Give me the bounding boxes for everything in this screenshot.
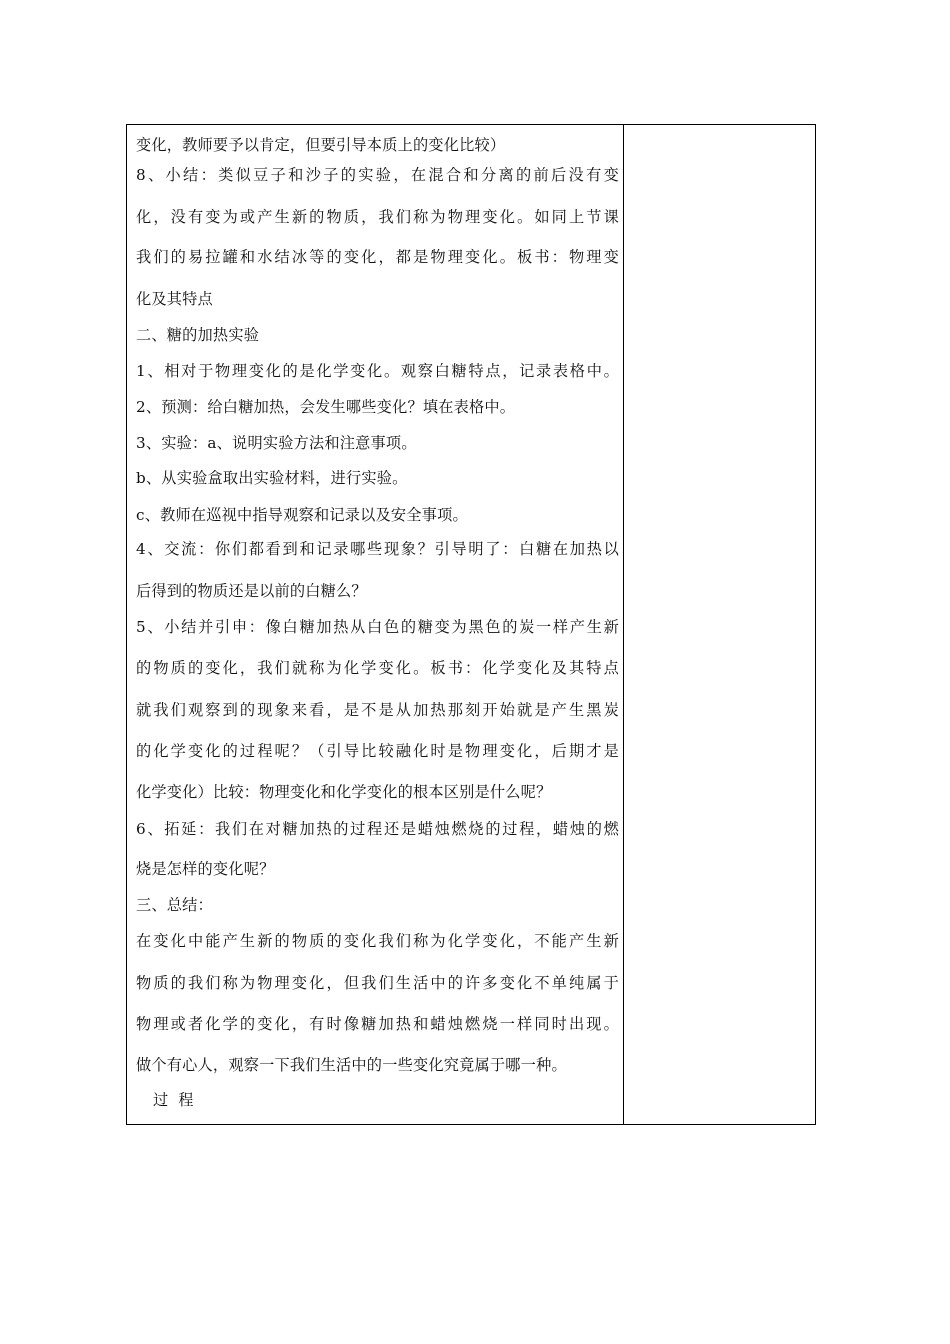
content-line: 三、总结：	[136, 896, 213, 914]
content-line: 4、交流：你们都看到和记录哪些现象？引导明了：白糖在加热以	[136, 540, 619, 558]
content-line: 就我们观察到的现象来看，是不是从加热那刻开始就是产生黑炭	[136, 701, 619, 719]
content-line: 在变化中能产生新的物质的变化我们称为化学变化，不能产生新	[136, 932, 619, 950]
content-line: b、从实验盒取出实验材料，进行实验。	[136, 469, 408, 487]
content-line: 的化学变化的过程呢？（引导比较融化时是物理变化，后期才是	[136, 742, 619, 760]
content-line: 3、实验：a、说明实验方法和注意事项。	[136, 434, 417, 452]
content-line: 二、糖的加热实验	[136, 326, 260, 344]
process-label: 过程	[153, 1091, 204, 1109]
content-line: 化，没有变为或产生新的物质，我们称为物理变化。如同上节课	[136, 208, 619, 226]
content-line: 烧是怎样的变化呢？	[136, 860, 275, 878]
content-line: 5、小结并引申：像白糖加热从白色的糖变为黑色的炭一样产生新	[136, 618, 619, 636]
content-line: 的物质的变化，我们就称为化学变化。板书：化学变化及其特点	[136, 659, 619, 677]
lesson-table	[126, 124, 816, 1125]
content-line: 1、相对于物理变化的是化学变化。观察白糖特点，记录表格中。	[136, 362, 619, 380]
content-line: 2、预测：给白糖加热，会发生哪些变化？填在表格中。	[136, 398, 516, 416]
content-line: 后得到的物质还是以前的白糖么？	[136, 582, 367, 600]
content-line: 物理或者化学的变化，有时像糖加热和蜡烛燃烧一样同时出现。	[136, 1015, 619, 1033]
content-line: 我们的易拉罐和水结冰等的变化，都是物理变化。板书：物理变	[136, 248, 619, 266]
content-line: 变化，教师要予以肯定，但要引导本质上的变化比较）	[136, 136, 506, 154]
notes-cell	[624, 125, 815, 1124]
content-line: 8、小结：类似豆子和沙子的实验，在混合和分离的前后没有变	[136, 166, 619, 184]
content-line: c、教师在巡视中指导观察和记录以及安全事项。	[136, 506, 468, 524]
lesson-content-cell	[127, 125, 624, 1124]
content-line: 化学变化）比较：物理变化和化学变化的根本区别是什么呢？	[136, 783, 552, 801]
content-line: 物质的我们称为物理变化，但我们生活中的许多变化不单纯属于	[136, 974, 619, 992]
content-line: 化及其特点	[136, 290, 213, 308]
content-line: 做个有心人，观察一下我们生活中的一些变化究竟属于哪一种。	[136, 1056, 567, 1074]
content-line: 6、拓延：我们在对糖加热的过程还是蜡烛燃烧的过程，蜡烛的燃	[136, 820, 619, 838]
